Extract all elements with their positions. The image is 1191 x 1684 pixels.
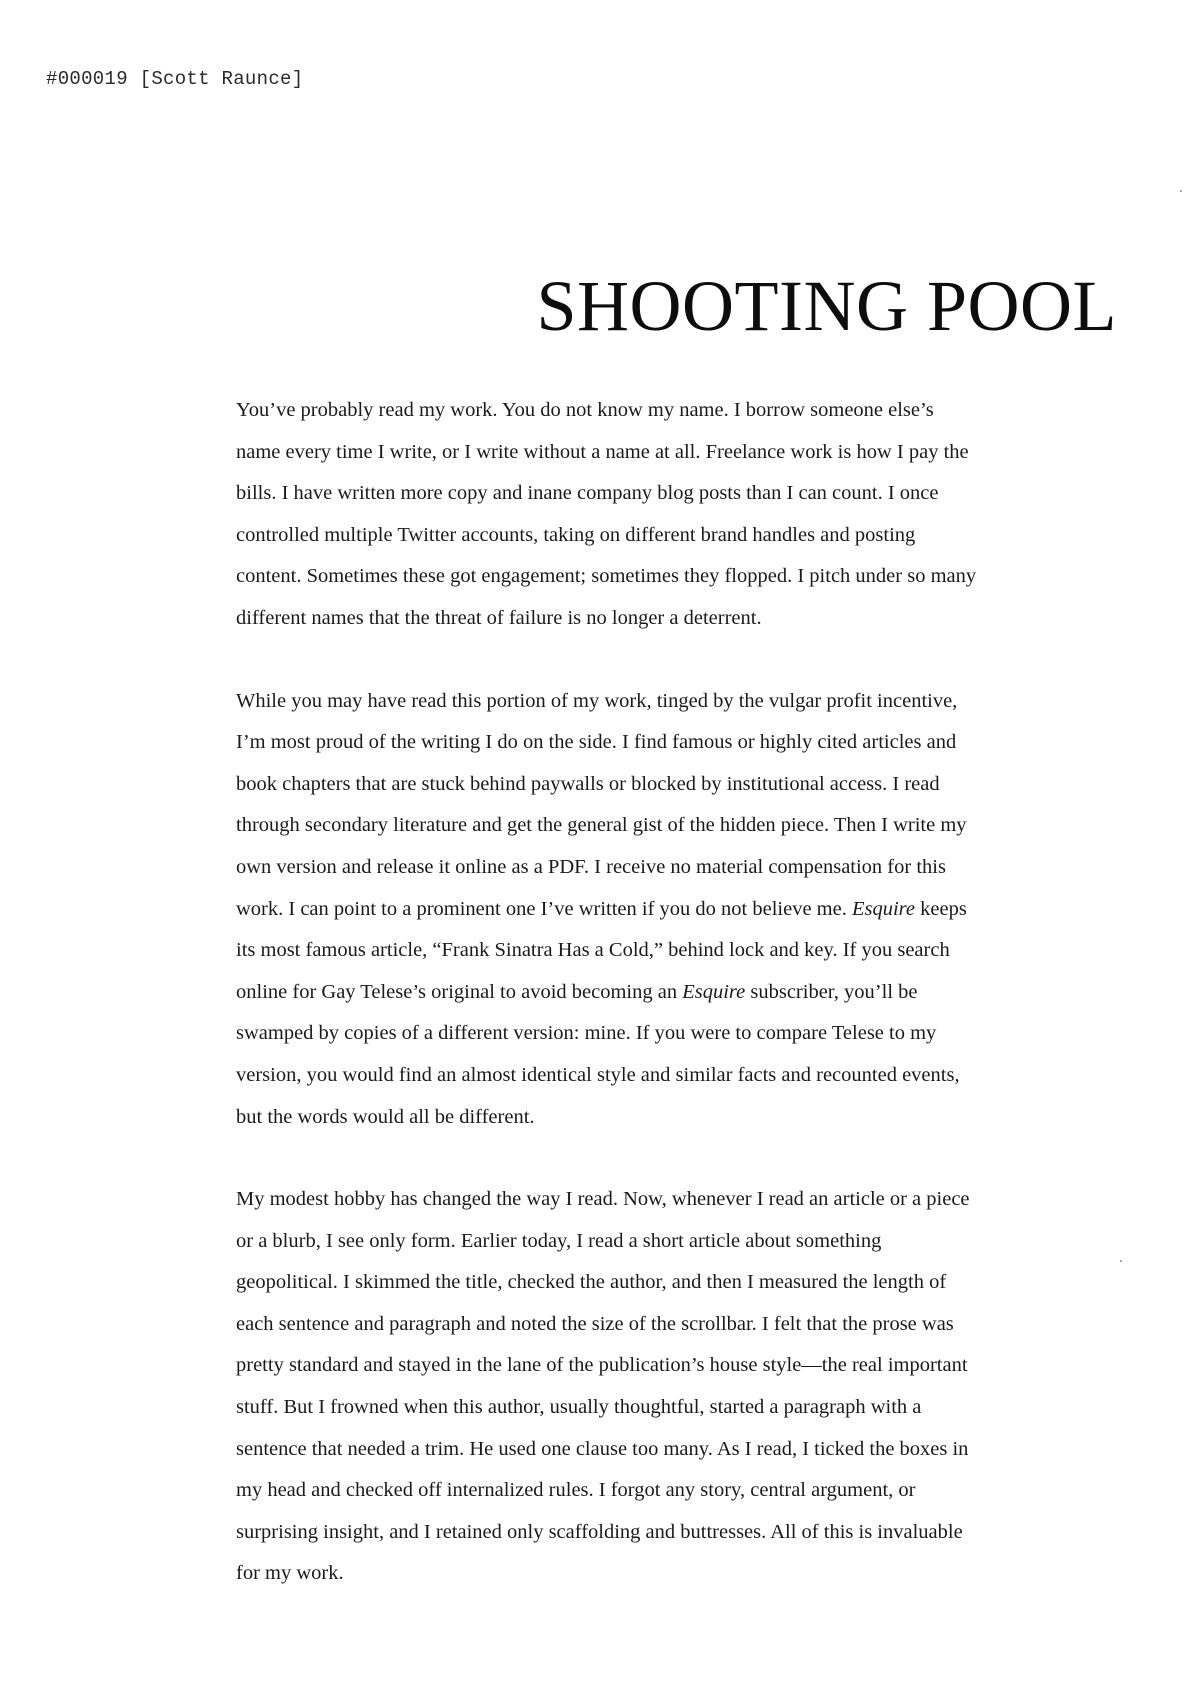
text-line: controlled multiple Twitter accounts, taking on different brand handles and posting xyxy=(236,523,916,546)
text-line: geopolitical. I skimmed the title, checked the author, and then I measured the length of xyxy=(236,1271,947,1294)
text-line: through secondary literature and get the general gist of the hidden piece. Then I write my xyxy=(236,814,967,837)
text-line: or a blurb, I see only form. Earlier today, I read a short article about something xyxy=(236,1229,882,1252)
paragraph-2 xyxy=(236,681,1106,1139)
text-line-with-italic xyxy=(236,889,1106,931)
text-run: work. I can point to a prominent one I’ve written if you do not believe me. xyxy=(236,897,852,920)
text-run: keeps xyxy=(915,897,967,920)
text-line: version, you would find an almost identical style and similar facts and recounted events, xyxy=(236,1063,960,1086)
article-body xyxy=(236,390,1106,1595)
text-run: online for Gay Telese’s original to avoid becoming an xyxy=(236,980,683,1003)
scan-speck xyxy=(1120,1260,1122,1262)
text-line: each sentence and paragraph and noted the size of the scrollbar. I felt that the prose was xyxy=(236,1312,954,1335)
document-id-header: #000019 [Scott Raunce] xyxy=(46,68,304,90)
text-line: sentence that needed a trim. He used one clause too many. As I read, I ticked the boxes in xyxy=(236,1437,969,1460)
paragraph-1 xyxy=(236,390,1106,640)
text-line: bills. I have written more copy and inane company blog posts than I can count. I once xyxy=(236,482,939,505)
text-line: content. Sometimes these got engagement; sometimes they flopped. I pitch under so many xyxy=(236,565,977,588)
text-line: My modest hobby has changed the way I read. Now, whenever I read an article or a piece xyxy=(236,1188,970,1211)
text-line: pretty standard and stayed in the lane of the publication’s house style—the real important xyxy=(236,1354,968,1377)
text-line: You’ve probably read my work. You do not know my name. I borrow someone else’s xyxy=(236,399,934,421)
text-line: different names that the threat of failure is no longer a deterrent. xyxy=(236,606,762,629)
text-line: but the words would all be different. xyxy=(236,1105,535,1128)
text-line: book chapters that are stuck behind paywalls or blocked by institutional access. I read xyxy=(236,772,940,795)
text-line-with-italic xyxy=(236,972,1106,1014)
text-run: subscriber, you’ll be xyxy=(745,980,918,1003)
scan-speck xyxy=(1180,190,1182,192)
text-line: While you may have read this portion of my work, tinged by the vulgar profit incentive, xyxy=(236,689,958,712)
publication-name-italic: Esquire xyxy=(682,980,746,1003)
page-title: SHOOTING POOL xyxy=(536,266,1117,346)
text-line: stuff. But I frowned when this author, usually thoughtful, started a paragraph with a xyxy=(236,1396,922,1419)
paragraph-3 xyxy=(236,1179,1106,1595)
text-line: own version and release it online as a PDF. I receive no material compensation for this xyxy=(236,855,946,878)
publication-name-italic: Esquire xyxy=(851,897,915,920)
text-line: for my work. xyxy=(236,1562,344,1585)
text-line: name every time I write, or I write without a name at all. Freelance work is how I pay the xyxy=(236,440,969,463)
text-line: swamped by copies of a different version: mine. If you were to compare Telese to my xyxy=(236,1022,937,1045)
text-line: surprising insight, and I retained only scaffolding and buttresses. All of this is invaluable xyxy=(236,1520,963,1543)
text-line: I’m most proud of the writing I do on the side. I find famous or highly cited articles and xyxy=(236,731,957,754)
text-line: my head and checked off internalized rules. I forgot any story, central argument, or xyxy=(236,1479,916,1502)
text-line: its most famous article, “Frank Sinatra Has a Cold,” behind lock and key. If you search xyxy=(236,939,950,962)
